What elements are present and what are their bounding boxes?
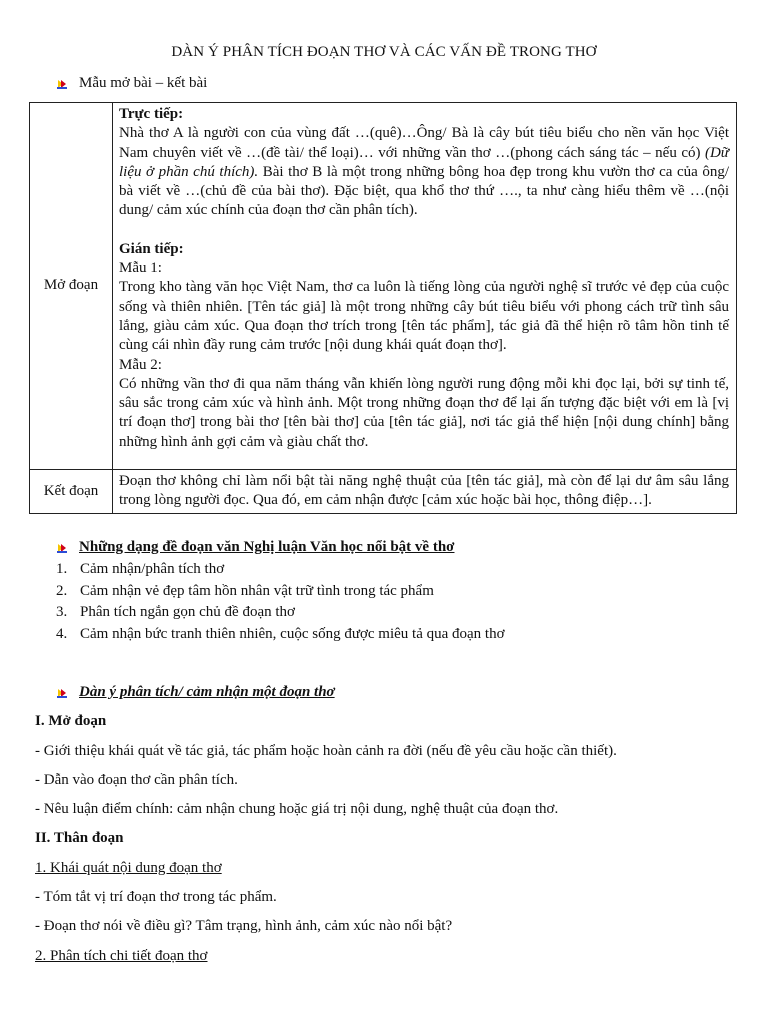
list-item-number: 4. (56, 625, 68, 642)
types-bullet (57, 539, 454, 556)
list-item (56, 624, 505, 646)
closing-text: Đoạn thơ không chỉ làm nổi bật tài năng nghệ thuật của [tên tác giả], mà còn để lại dư âm sâu lắng trong lòng người đọc. Qua đó, em cảm nhận được [cảm xúc hoặc bài học, thông điệp…]. (113, 470, 737, 514)
part2-title: II. Thân đoạn (35, 830, 124, 846)
direct-note: (Dữ liệu ở phần chú thích). (119, 144, 729, 180)
direct-heading: Trực tiếp: (119, 106, 184, 122)
list-item (56, 559, 505, 581)
closing-label: Kết đoạn (30, 470, 113, 514)
document-title: DÀN Ý PHÂN TÍCH ĐOẠN THƠ VÀ CÁC VẤN ĐỀ TRONG THƠ (171, 44, 597, 60)
part1-title: I. Mở đoạn (35, 713, 107, 729)
arrow-bullet-icon (57, 688, 67, 698)
list-item-text: Phân tích ngắn gọn chủ đề đoạn thơ (80, 604, 295, 620)
outline-bullet (57, 684, 335, 701)
list-item-text: Cảm nhận/phân tích thơ (80, 561, 225, 577)
outline-heading: Dàn ý phân tích/ cảm nhận một đoạn thơ (79, 684, 335, 700)
arrow-bullet-icon (57, 543, 67, 553)
list-item (56, 581, 505, 603)
part1-line-2: - Dẫn vào đoạn thơ cần phân tích. (35, 772, 238, 788)
types-heading: Những dạng đề đoạn văn Nghị luận Văn học nổi bật về thơ (79, 539, 455, 555)
sample1-text: Trong kho tàng văn học Việt Nam, thơ ca luôn là tiếng lòng của người nghệ sĩ trước vẻ đẹp của cuộc sống và thiên nhiên. [Tên tác giả] là một trong những cây bút tiêu biểu với phong cách trữ tình sâu lắng, giàu cảm xúc. Qua đoạn thơ trích trong [tên tác phẩm], tác giả đã thể hiện rõ tâm hồn tinh tế cùng cái nhìn đầy rung cảm trước [nội dung khái quát đoạn thơ]. (119, 279, 729, 354)
table-row-closing (30, 470, 737, 514)
part1-line-1: - Giới thiệu khái quát về tác giả, tác phẩm hoặc hoàn cảnh ra đời (nếu đề yêu cầu hoặc cần thiết). (35, 743, 617, 759)
direct-text-part2: Bài thơ B là một trong những bông hoa đẹp trong khu vườn thơ ca của ông/ bà viết về …(chủ đề của bài thơ). Đặc biệt, qua khổ thơ thứ …., ta như càng hiểu thêm về …(nội dung/ cảm xúc chính của đoạn thơ cần phân tích). (119, 163, 729, 219)
indirect-heading: Gián tiếp: (119, 240, 184, 257)
opening-content (113, 103, 737, 470)
list-item (56, 602, 505, 624)
list-item-number: 1. (56, 561, 68, 577)
sample1-label: Mẫu 1: (119, 260, 162, 277)
direct-text-part1: Nhà thơ A là người con của vùng đất …(quê)…Ông/ Bà là cây bút tiêu biểu cho nền văn học Việt Nam chuyên viết về …(đề tài/ thể loại)… với những vần thơ …(phong cách sáng tác – nếu có) (119, 125, 729, 161)
list-item-number: 3. (56, 604, 68, 620)
intro-heading: Mẫu mở bài – kết bài (79, 75, 208, 91)
types-list (56, 559, 505, 645)
arrow-bullet-icon (57, 79, 67, 89)
sub2-title: 2. Phân tích chi tiết đoạn thơ (35, 948, 208, 964)
sample2-text: Có những vần thơ đi qua năm tháng vẫn khiến lòng người rung động mỗi khi đọc lại, bởi sự tinh tế, sâu sắc trong cảm xúc và hình ảnh. Một trong những đoạn thơ để lại ấn tượng đặc biệt với em là [vị trí đoạn thơ] trong bài thơ [tên bài thơ] của [tên tác giả], nơi tác giả thể hiện [nội dung chính] bằng những hình ảnh gợi cảm và giàu chất thơ. (119, 375, 729, 450)
sub1-title: 1. Khái quát nội dung đoạn thơ (35, 860, 222, 876)
opening-label: Mở đoạn (30, 103, 113, 470)
intro-bullet (57, 75, 207, 92)
list-item-text: Cảm nhận vẻ đẹp tâm hồn nhân vật trữ tình trong tác phẩm (80, 582, 434, 599)
sub1-line-2: - Đoạn thơ nói về điều gì? Tâm trạng, hình ảnh, cảm xúc nào nổi bật? (35, 918, 453, 934)
direct-paragraph (119, 124, 729, 220)
table-row-opening (30, 103, 737, 470)
spacer (119, 221, 729, 240)
sub1-line-1: - Tóm tắt vị trí đoạn thơ trong tác phẩm. (35, 889, 277, 905)
sample2-label: Mẫu 2: (119, 356, 162, 373)
list-item-text: Cảm nhận bức tranh thiên nhiên, cuộc sống được miêu tả qua đoạn thơ (80, 625, 505, 642)
part1-line-3: - Nêu luận điểm chính: cảm nhận chung hoặc giá trị nội dung, nghệ thuật của đoạn thơ. (35, 801, 559, 817)
intro-conclusion-table (29, 102, 737, 514)
list-item-number: 2. (56, 582, 68, 599)
